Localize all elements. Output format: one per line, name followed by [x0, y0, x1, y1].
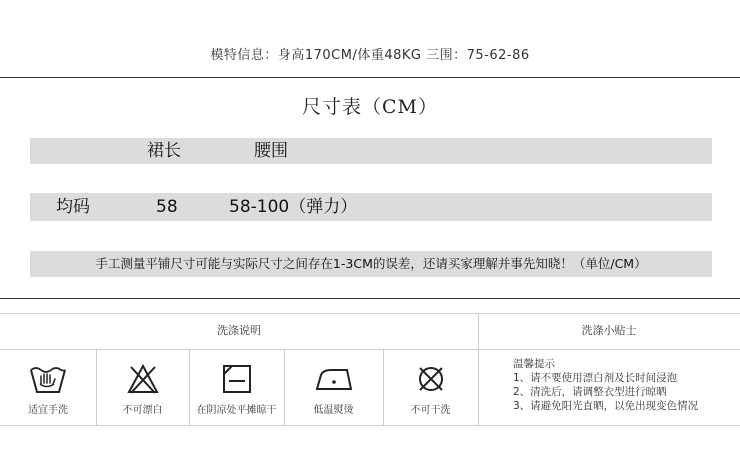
care-grid-line-mid [0, 349, 740, 350]
care-item-label: 在阴凉处平摊晾干 [196, 405, 277, 416]
hand-wash-icon [0, 357, 96, 401]
no-bleach-icon [96, 357, 189, 401]
tips-heading: 温馨提示 [513, 358, 555, 370]
header-length: 裙长 [147, 141, 181, 161]
header-waist: 腰围 [254, 141, 288, 161]
tip-item: 1、请不要使用漂白剂及长时间浸泡 [513, 372, 678, 384]
model-info: 模特信息：身高170CM/体重48KG 三围：75-62-86 [210, 48, 530, 63]
tip-item: 2、清洗后，请调整衣型进行晾晒 [513, 386, 667, 398]
care-item-hand-wash [0, 357, 96, 416]
care-item-label: 不可干洗 [410, 405, 451, 416]
size-table-header-row [30, 138, 712, 164]
size-table-data-row [30, 193, 712, 221]
shade-dry-flat-icon [189, 357, 284, 401]
tip-item: 3、请避免阳光直晒，以免出现变色情况 [513, 400, 699, 412]
divider-top [0, 77, 740, 78]
wash-instructions-header: 洗涤说明 [217, 324, 261, 337]
care-item-label: 低温熨烫 [313, 405, 354, 416]
wash-tips-list [513, 357, 735, 413]
care-item-low-iron [284, 357, 383, 416]
divider-middle [0, 298, 740, 299]
no-dry-clean-icon [383, 357, 478, 401]
care-item-no-bleach [96, 357, 189, 416]
measurement-note: 手工测量平铺尺寸可能与实际尺寸之间存在1-3CM的误差，还请买家理解并事先知晓！（单位/CM） [30, 251, 712, 277]
care-item-label: 适宜手洗 [28, 405, 68, 416]
length-value: 58 [156, 197, 178, 217]
wash-tips-header: 洗涤小贴士 [581, 324, 637, 337]
care-item-shade-dry [189, 357, 284, 416]
size-table-title: 尺寸表（CM） [302, 96, 438, 118]
care-grid-line-bottom [0, 425, 740, 426]
care-item-no-dry-clean [383, 357, 478, 416]
size-label: 均码 [56, 197, 90, 217]
low-iron-icon [284, 357, 383, 401]
care-item-label: 不可漂白 [122, 405, 163, 416]
waist-value: 58-100（弹力） [229, 197, 358, 217]
